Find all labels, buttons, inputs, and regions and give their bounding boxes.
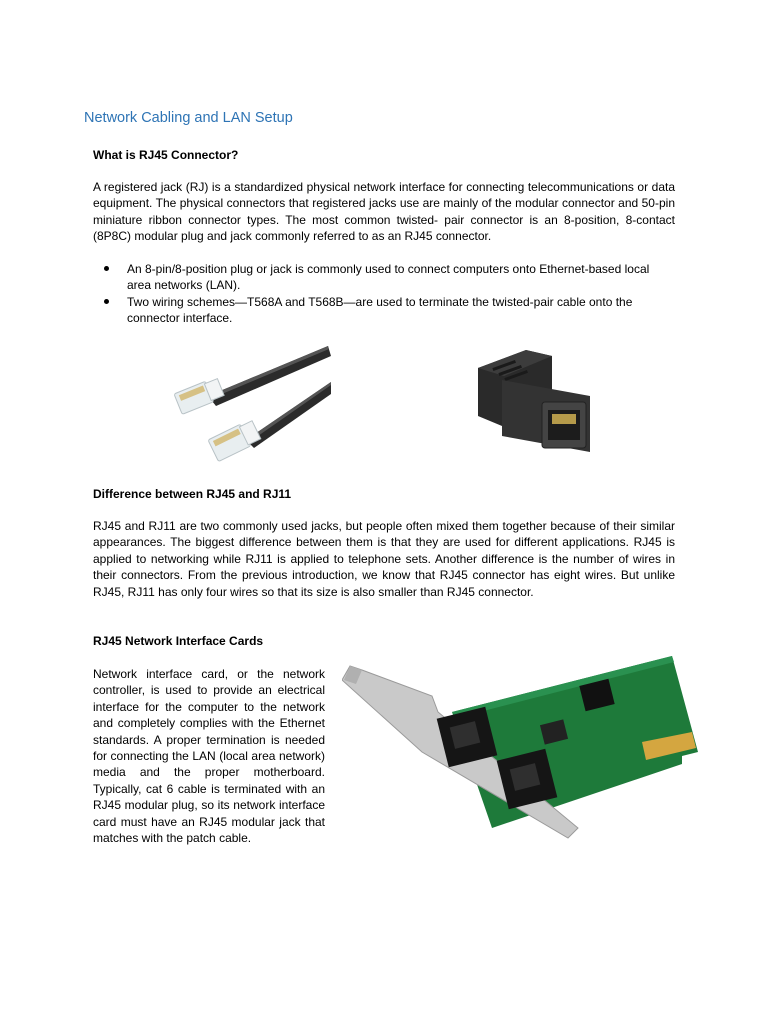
section-heading-rj45-rj11: Difference between RJ45 and RJ11 [93, 487, 292, 501]
section-heading-rj45: What is RJ45 Connector? [93, 148, 239, 162]
bullet-icon [104, 266, 109, 271]
rj45-cable-image [168, 344, 334, 472]
section-heading-nic: RJ45 Network Interface Cards [93, 634, 264, 648]
nic-paragraph: Network interface card, or the network controller, is used to provide an electrical interface for the computer to the network and completely complies with the Ethernet standards. A proper termination is needed for connecting the LAN (local area network) media and the proper motherboard. Typically, cat 6 cable is terminated with an RJ45 modular plug, so its network interface card must have an RJ45 modular jack that matches with the patch cable. [93, 667, 325, 846]
list-item: Two wiring schemes—T568A and T568B—are used to terminate the twisted-pair cable onto the connector interface. [93, 294, 675, 327]
network-interface-card-image [342, 652, 700, 842]
bullet-list [93, 261, 675, 327]
list-item: An 8-pin/8-position plug or jack is commonly used to connect computers onto Ethernet-based local area networks (LAN). [93, 261, 675, 294]
rj45-rj11-paragraph: RJ45 and RJ11 are two commonly used jacks, but people often mixed them together because of their similar appearances. The biggest difference between them is that they are used for different applications. RJ45 is applied to networking while RJ11 is applied to telephone sets. Another difference is the number of wires in their connectors. From the previous introduction, we know that RJ45 connector has eight wires. But unlike RJ45, RJ11 has only four wires so that its size is also smaller than RJ45 connector. [93, 519, 675, 599]
page-title: Network Cabling and LAN Setup [84, 110, 293, 126]
rj45-paragraph: A registered jack (RJ) is a standardized physical network interface for connecting telecommunications or data equipment. The physical connectors that registered jacks use are mainly of the modular connector and 50-pin miniature ribbon connector types. The most common twisted- pair connector is an 8-position, 8-contact (8P8C) modular plug and jack commonly referred to as an RJ45 connector. [93, 180, 675, 244]
bullet-icon [104, 299, 109, 304]
rj45-coupler-image [472, 350, 594, 462]
